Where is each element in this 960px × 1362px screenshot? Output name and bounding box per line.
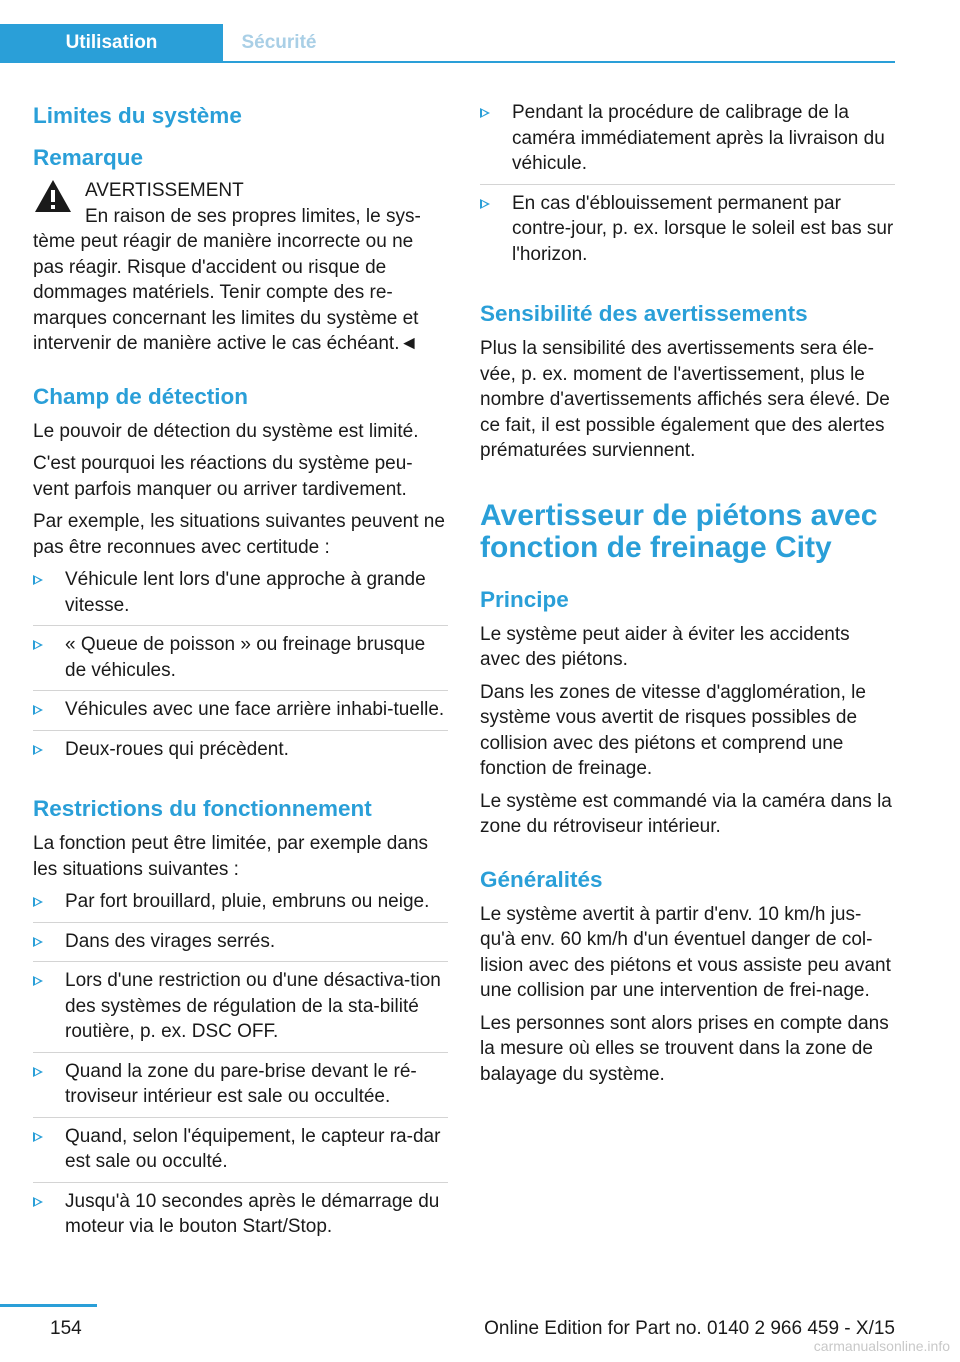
- list-item: [33, 1189, 448, 1247]
- paragraph: Le pouvoir de détection du système est limité.: [33, 420, 419, 442]
- paragraph: Par exemple, les situations suivantes peuvent ne pas être reconnues avec certitude :: [33, 511, 445, 558]
- list-item-text: Véhicule lent lors d'une approche à grande vitesse.: [65, 569, 426, 616]
- heading-remarque: Remarque: [33, 145, 144, 170]
- triangle-bullet-icon: [33, 640, 43, 650]
- paragraph: Dans les zones de vitesse d'agglomération, le système vous avertit de risques possibles de collision avec des piétons et comprend une fonction de freinage.: [480, 681, 866, 779]
- heading-restrictions: Restrictions du fonctionnement: [33, 796, 372, 821]
- heading-champ: Champ de détection: [33, 383, 249, 409]
- list-item-text: Par fort brouillard, pluie, embruns ou neige.: [65, 891, 430, 912]
- left-column: [33, 100, 448, 1261]
- tab-utilisation[interactable]: Utilisation: [0, 24, 223, 61]
- triangle-bullet-icon: [33, 897, 43, 907]
- right-column: [480, 100, 895, 1094]
- list-item-text: « Queue de poisson » ou freinage brusque de véhicules.: [65, 634, 426, 681]
- list-item: [33, 1124, 448, 1183]
- bullet-list-situations: [33, 567, 448, 769]
- warning-line-1: En raison de ses propres limites, le sys-: [85, 205, 421, 227]
- triangle-bullet-icon: [33, 745, 43, 755]
- list-item-text: Jusqu'à 10 secondes après le démarrage du moteur via le bouton Start/Stop.: [65, 1190, 440, 1237]
- heading-sensibilite: Sensibilité des avertissements: [480, 301, 808, 326]
- paragraph: Les personnes sont alors prises en compte dans la mesure où elles se trouvent dans la zone de balayage du système.: [480, 1012, 889, 1085]
- triangle-bullet-icon: [33, 1132, 43, 1142]
- triangle-bullet-icon: [33, 1197, 43, 1207]
- edition-footer: Online Edition for Part no. 0140 2 966 459 - X/15: [484, 1318, 895, 1339]
- list-item-text: Lors d'une restriction ou d'une désactiva-tion des systèmes de régulation de la sta-bilité routière, p. ex. DSC OFF.: [65, 970, 441, 1042]
- list-item: [33, 567, 448, 626]
- list-item: [33, 1059, 448, 1118]
- paragraph: Le système avertit à partir d'env. 10 km/h jus-qu'à env. 60 km/h d'un éventuel danger de col-lision avec des piétons et vous assiste peu avant une collision par une intervention de frei-nage.: [480, 903, 891, 1001]
- list-item: [480, 191, 895, 275]
- list-item-text: Quand la zone du pare-brise devant le ré-troviseur intérieur est sale ou occultée.: [65, 1060, 417, 1107]
- section-title: Avertisseur de piétons avec fonction de freinage City: [480, 498, 878, 564]
- heading-generalites: Généralités: [480, 866, 603, 892]
- list-item-text: En cas d'éblouissement permanent par contre-jour, p. ex. lorsque le soleil est bas sur l'horizon.: [512, 192, 894, 265]
- page-number-rule: [0, 1304, 97, 1307]
- list-item: [33, 737, 448, 770]
- paragraph: C'est pourquoi les réactions du système peu-vent parfois manquer ou arriver tardivement.: [33, 453, 413, 500]
- triangle-bullet-icon: [33, 1067, 43, 1077]
- paragraph: Le système peut aider à éviter les accidents avec des piétons.: [480, 623, 850, 670]
- list-item-text: Véhicules avec une face arrière inhabi-tuelle.: [65, 699, 445, 720]
- list-item: [33, 968, 448, 1053]
- bullet-list-restrictions: [33, 889, 448, 1247]
- list-item-text: Pendant la procédure de calibrage de la caméra immédiatement après la livraison du véhicule.: [512, 102, 885, 174]
- triangle-bullet-icon: [33, 976, 43, 986]
- list-item: [33, 697, 448, 731]
- watermark: carmanualsonline.info: [813, 1338, 950, 1354]
- triangle-bullet-icon: [480, 108, 490, 118]
- list-item-text: Deux-roues qui précèdent.: [65, 738, 289, 760]
- paragraph: Plus la sensibilité des avertissements sera éle-vée, p. ex. moment de l'avertissement, plus le nombre d'avertissements affichés sera élevé. De ce fait, il est possible également que des alertes prématurées surviennent.: [480, 338, 890, 461]
- header-tabs: [0, 24, 895, 63]
- heading-limites: Limites du système: [33, 103, 242, 128]
- paragraph: Le système est commandé via la caméra dans la zone du rétroviseur intérieur.: [480, 790, 892, 837]
- heading-principe: Principe: [480, 586, 569, 612]
- warning-block: [33, 178, 448, 357]
- triangle-bullet-icon: [480, 199, 490, 209]
- paragraph: La fonction peut être limitée, par exemple dans les situations suivantes :: [33, 833, 429, 880]
- warning-title: AVERTISSEMENT: [85, 180, 244, 201]
- page-number: 154: [50, 1318, 82, 1339]
- triangle-bullet-icon: [33, 575, 43, 585]
- list-item: [33, 929, 448, 963]
- triangle-bullet-icon: [33, 705, 43, 715]
- list-item: [480, 100, 895, 185]
- list-item: [33, 632, 448, 691]
- list-item: [33, 889, 448, 923]
- warning-icon: [33, 178, 73, 214]
- triangle-bullet-icon: [33, 937, 43, 947]
- warning-text: tème peut réagir de manière incorrecte ou ne pas réagir. Risque d'accident ou risque de dommages matériels. Tenir compte des re-marques concernant les limites du système et intervenir de manière active le cas échéant.◄: [33, 231, 419, 354]
- list-item-text: Quand, selon l'équipement, le capteur ra-dar est sale ou occulté.: [65, 1125, 441, 1172]
- bullet-list-continued: [480, 100, 895, 274]
- list-item-text: Dans des virages serrés.: [65, 930, 276, 952]
- tab-securite[interactable]: Sécurité: [241, 32, 317, 53]
